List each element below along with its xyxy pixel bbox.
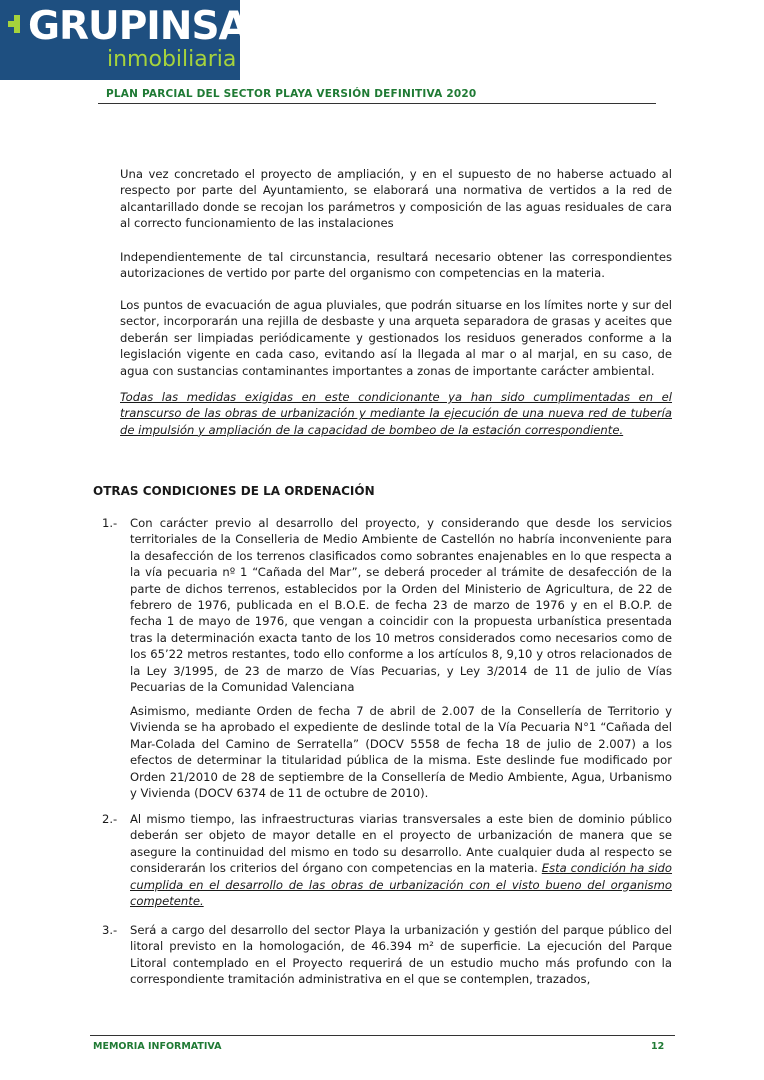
paragraph-text-emphasis: Todas las medidas exigidas en este condicionante ya han sido cumplimentadas en el transcurso de las obras de urbanización y mediante la ejecución de una nueva red de tubería de impulsión y ampliación de la capacidad de bombeo de la estación correspondiente. [120, 390, 672, 437]
document-header-title: PLAN PARCIAL DEL SECTOR PLAYA VERSIÓN DEFINITIVA 2020 [106, 88, 477, 100]
paragraph-text: Independientemente de tal circunstancia, resultará necesario obtener las correspondientes autorizaciones de vertido por parte del organismo con competencias en la materia. [120, 250, 672, 281]
logo-name: GRUPINSA [28, 4, 248, 49]
list-item-number: 3.- [102, 923, 118, 937]
body-paragraph-3 [120, 297, 672, 379]
body-paragraph-2 [120, 249, 672, 282]
list-item-number: 2.- [102, 812, 118, 826]
section-heading: OTRAS CONDICIONES DE LA ORDENACIÓN [93, 484, 375, 498]
list-item-1 [130, 515, 672, 695]
list-item-text: Asimismo, mediante Orden de fecha 7 de abril de 2.007 de la Consellería de Territorio y Vivienda se ha aprobado el expediente de deslinde total de la Vía Pecuaria N°1 “Cañada del Mar-Colada del Camino de Serratella” (DOCV 5558 de fecha 18 de julio de 2.007) a los efectos de determinar la titularidad pública de la misma. Este deslinde fue modificado por Orden 21/2010 de 28 de septiembre de la Consellería de Medio Ambiente, Agua, Urbanismo y Vivienda (DOCV 6374 de 11 de octubre de 2010). [130, 704, 672, 801]
list-item-text-plain: Al mismo tiempo, las infraestructuras viarias transversales a este bien de dominio público deberán ser objeto de mayor detalle en el proyecto de urbanización de manera que se asegure la continuidad del mismo en todo su desarrollo. Ante cualquier duda al respecto se considerarán los criterios del órgano con competencias en la materia. [130, 812, 672, 876]
list-item-2 [130, 811, 672, 909]
body-paragraph-1 [120, 166, 672, 232]
list-item-text [130, 811, 672, 909]
footer-divider [90, 1035, 675, 1036]
header-divider [98, 103, 656, 104]
page-number: 12 [651, 1041, 665, 1052]
body-paragraph-4 [120, 389, 672, 438]
list-item-number: 1.- [102, 516, 118, 530]
logo-mark-icon [8, 12, 30, 36]
list-item-text-emphasis: Esta condición ha sido cumplida en el desarrollo de las obras de urbanización con el visto bueno del organismo competente. [130, 861, 673, 909]
company-logo [0, 0, 248, 80]
footer-label: MEMORIA INFORMATIVA [93, 1041, 222, 1052]
paragraph-text: Los puntos de evacuación de agua pluviales, que podrán situarse en los límites norte y sur del sector, incorporarán una rejilla de desbaste y una arqueta separadora de grasas y aceites que deberán ser limpiadas periódicamente y gestionados los residuos generados conforme a la legislación vigente en cada caso, evitando así la llegada al mar o al marjal, en su caso, de agua con sustancias contaminantes importantes a zonas de importante carácter ambiental. [120, 298, 672, 378]
list-item-1-continuation [130, 703, 672, 801]
paragraph-text: Una vez concretado el proyecto de ampliación, y en el supuesto de no haberse actuado al respecto por parte del Ayuntamiento, se elaborará una normativa de vertidos a la red de alcantarillado donde se recojan los parámetros y composición de las aguas residuales de cara al correcto funcionamiento de las instalaciones [120, 167, 672, 231]
logo-subtitle: inmobiliaria [107, 47, 237, 72]
list-item-text: Con carácter previo al desarrollo del proyecto, y considerando que desde los servicios territoriales de la Conselleria de Medio Ambiente de Castellón no habría inconveniente para la desafección de los terrenos clasificados como sobrantes enajenables en lo que respecta a la vía pecuaria nº 1 “Cañada del Mar”, se deberá proceder al trámite de desafección de la parte de dichos terrenos, establecidos por la Orden del Ministerio de Agricultura, de 22 de febrero de 1976, publicada en el B.O.E. de fecha 23 de marzo de 1976 y en el B.O.P. de fecha 1 de mayo de 1976, que vengan a coincidir con la propuesta urbanística presentada tras la determinación exacta tanto de los 10 metros considerados como necesarios como de los 65’22 metros restantes, todo ello conforme a los artículos 8, 9,10 y otros relacionados de la Ley 3/1995, de 23 de marzo de Vías Pecuarias, y Ley 3/2014 de 11 de julio de Vías Pecuarias de la Comunidad Valenciana [130, 516, 672, 695]
list-item-3 [130, 922, 672, 988]
list-item-text: Será a cargo del desarrollo del sector Playa la urbanización y gestión del parque público del litoral previsto en la homologación, de 46.394 m² de superficie. La ejecución del Parque Litoral contemplado en el Proyecto requerirá de un estudio mucho más profundo con la correspondiente tramitación administrativa en el que se contemplen, trazados, [130, 923, 672, 987]
